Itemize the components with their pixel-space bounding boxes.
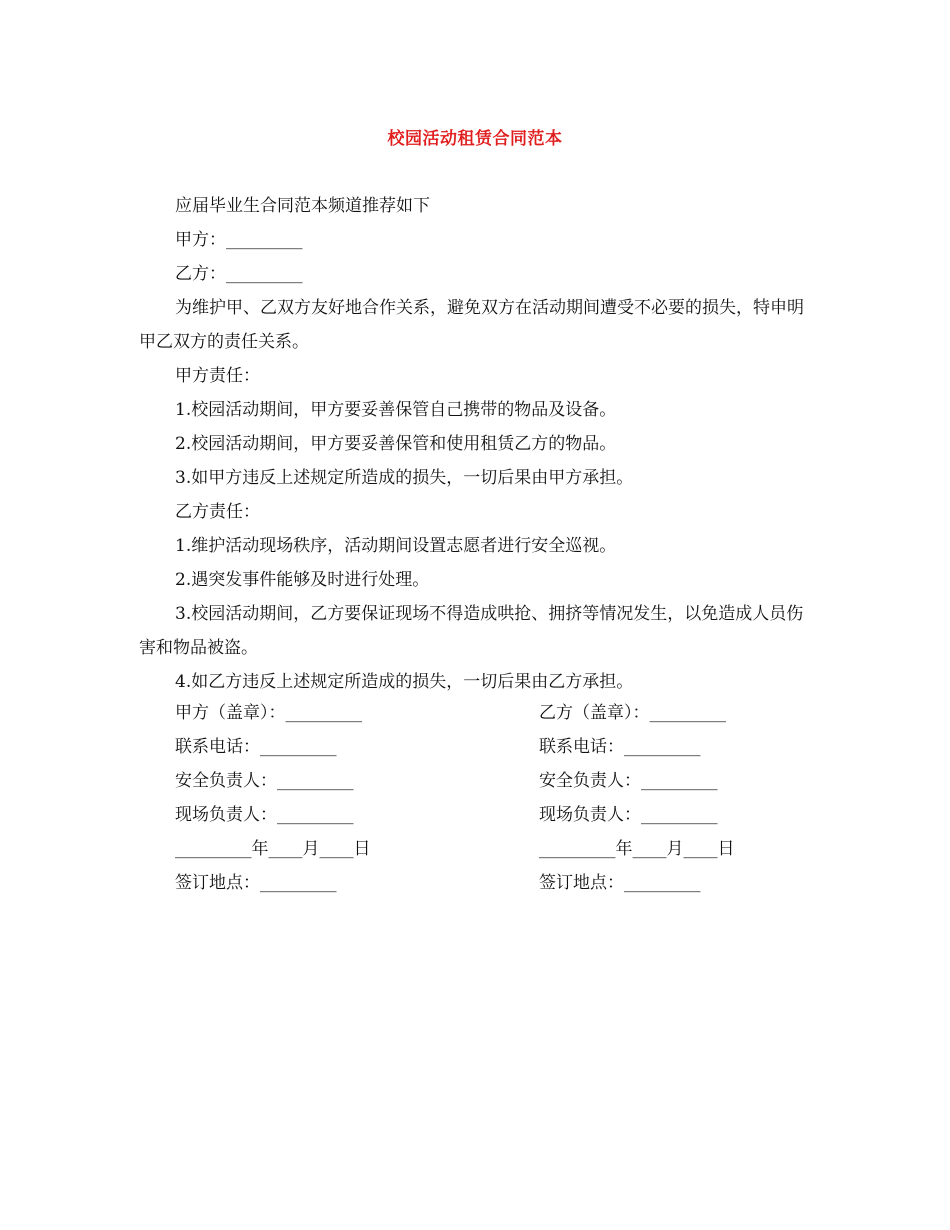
party-a-safety-officer-field: 安全负责人：_________: [175, 771, 354, 791]
signature-row: [175, 832, 815, 866]
party-a-seal-field: 甲方（盖章）：_________: [175, 703, 362, 723]
party-a-responsibility-heading: 甲方责任：: [175, 366, 260, 386]
party-b-safety-officer-field: 安全负责人：_________: [539, 771, 718, 791]
signature-row: [175, 730, 815, 764]
signature-row: [175, 798, 815, 832]
party-a-item-1: 1.校园活动期间，甲方要妥善保管自己携带的物品及设备。: [175, 400, 617, 420]
party-a-location-field: 签订地点：_________: [175, 873, 337, 893]
party-a-date-field: _________年____月____日: [175, 839, 371, 859]
intro-line: 应届毕业生合同范本频道推荐如下: [175, 196, 430, 216]
document-title: 校园活动租赁合同范本: [387, 129, 563, 149]
party-b-item-1: 1.维护活动现场秩序，活动期间设置志愿者进行安全巡视。: [175, 536, 617, 556]
party-b-phone-field: 联系电话：_________: [539, 737, 701, 757]
document-body: [139, 189, 814, 699]
purpose-paragraph: 为维护甲、乙双方友好地合作关系，避免双方在活动期间遭受不必要的损失，特申明甲乙双方的责任关系。: [139, 298, 804, 352]
party-a-item-2: 2.校园活动期间，甲方要妥善保管和使用租赁乙方的物品。: [175, 434, 617, 454]
party-b-date-field: _________年____月____日: [539, 839, 735, 859]
party-b-location-field: 签订地点：_________: [539, 873, 701, 893]
signature-row: [175, 696, 815, 730]
party-b-responsibility-heading: 乙方责任：: [175, 502, 260, 522]
party-a-line: 甲方：_________: [175, 230, 303, 250]
party-b-line: 乙方：_________: [175, 264, 303, 284]
party-a-site-manager-field: 现场负责人：_________: [175, 805, 354, 825]
party-b-site-manager-field: 现场负责人：_________: [539, 805, 718, 825]
party-a-phone-field: 联系电话：_________: [175, 737, 337, 757]
party-b-seal-field: 乙方（盖章）：_________: [539, 703, 726, 723]
party-b-item-2: 2.遇突发事件能够及时进行处理。: [175, 570, 430, 590]
party-a-item-3: 3.如甲方违反上述规定所造成的损失，一切后果由甲方承担。: [175, 468, 634, 488]
signature-row: [175, 764, 815, 798]
signature-block: [175, 696, 815, 900]
party-b-item-3: 3.校园活动期间，乙方要保证现场不得造成哄抢、拥挤等情况发生，以免造成人员伤害和物品被盗。: [139, 604, 804, 658]
party-b-item-4: 4.如乙方违反上述规定所造成的损失，一切后果由乙方承担。: [175, 672, 634, 692]
signature-row: [175, 866, 815, 900]
